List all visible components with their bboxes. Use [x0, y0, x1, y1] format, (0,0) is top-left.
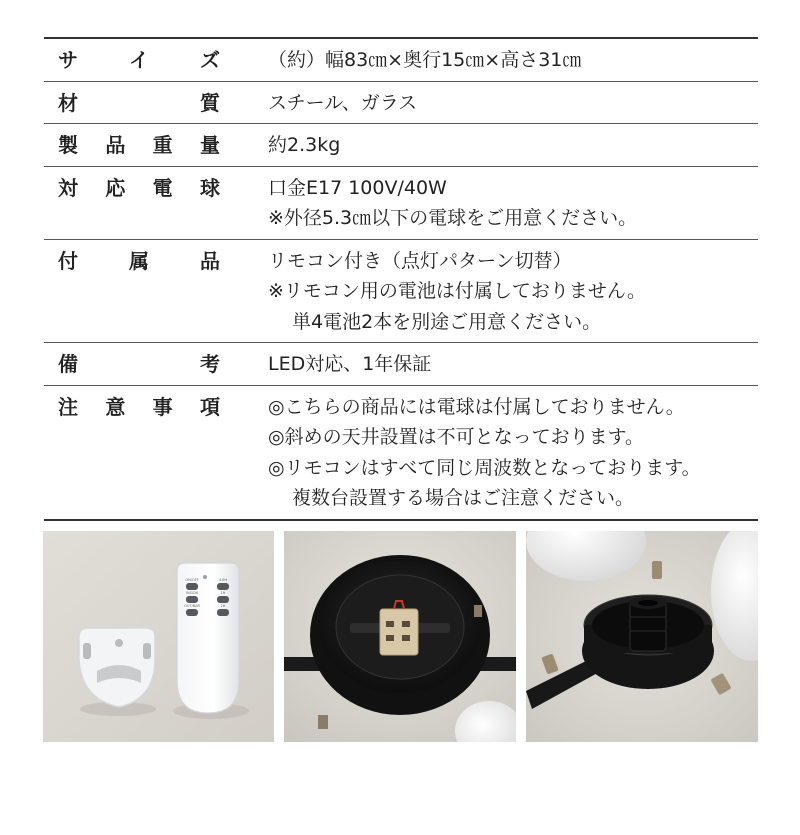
photo-canopy-underside	[284, 531, 516, 742]
spec-row-accessories	[44, 240, 758, 344]
e17-socket	[630, 597, 666, 651]
spec-label-accessories: 付 属 品	[58, 248, 220, 273]
spec-label-bulb: 対 応 電 球	[58, 175, 220, 200]
svg-text:2H: 2H	[220, 604, 226, 608]
socket-photo-svg	[526, 531, 758, 742]
spec-label-remarks: 備 考	[58, 352, 220, 376]
svg-text:INS/D6: INS/D6	[186, 591, 198, 595]
terminal-block	[380, 601, 418, 655]
spec-row-size	[44, 39, 758, 82]
svg-text:1H: 1H	[220, 591, 226, 595]
spec-label-weight: 製 品 重 量	[58, 133, 220, 157]
spec-row-weight	[44, 124, 758, 167]
spec-row-material	[44, 82, 758, 125]
spec-table	[44, 37, 758, 521]
spec-label-notes: 注 意 事 項	[58, 394, 220, 419]
product-photos	[43, 531, 758, 742]
svg-text:ON/OFF: ON/OFF	[185, 578, 199, 582]
svg-text:OUT/BAR: OUT/BAR	[184, 604, 200, 608]
spec-value-remarks: LED対応、1年保証	[268, 353, 432, 375]
spec-value-notes: ◎こちらの商品には電球は付属しておりません。 ◎斜めの天井設置は不可となっております。 ◎リモコンはすべて同じ周波数となっております。 複数台設置する場合はご注意ください。	[268, 395, 701, 509]
remote-photo-svg	[43, 531, 274, 742]
spec-row-remarks	[44, 343, 758, 386]
spec-value-material: スチール、ガラス	[268, 91, 418, 114]
spec-value-weight: 約2.3kg	[268, 134, 341, 156]
photo-socket-detail	[526, 531, 758, 742]
remote-control	[177, 563, 239, 713]
spec-label-material: 材 質	[58, 90, 220, 115]
spec-row-notes	[44, 386, 758, 519]
svg-text:4-6H: 4-6H	[218, 578, 228, 582]
spec-value-bulb: 口金E17 100V/40W ※外径5.3㎝以下の電球をご用意ください。	[268, 176, 638, 229]
spec-row-bulb	[44, 167, 758, 240]
spec-value-accessories: リモコン付き（点灯パターン切替） ※リモコン用の電池は付属しておりません。 単4電池2本を別途ご用意ください。	[268, 249, 647, 333]
photo-remote-and-holder	[43, 531, 274, 742]
canopy-photo-svg	[284, 531, 516, 742]
spec-value-size: （約）幅83㎝×奥行15㎝×高さ31㎝	[268, 49, 582, 71]
spec-label-size: サ イ ズ	[58, 48, 220, 72]
